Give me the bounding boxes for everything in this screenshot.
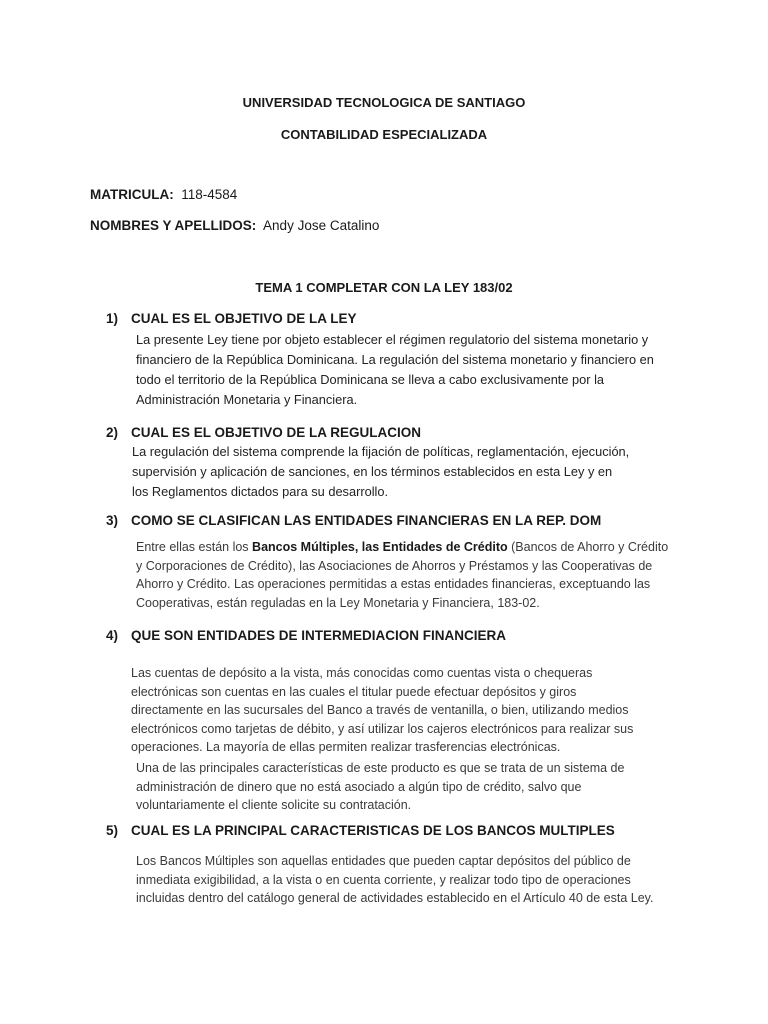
question-3-title: COMO SE CLASIFICAN LAS ENTIDADES FINANCIERAS EN LA REP. DOM [131, 513, 602, 528]
question-5-answer: Los Bancos Múltiples son aquellas entidades que pueden captar depósitos del público de inmediata exigibilidad, a la vista o en cuenta corriente, y realizar todo tipo de operaciones incluidas dentro del catálogo general de actividades establecido en el Artículo 40 de esta Ley. [136, 854, 654, 905]
question-4-answer: Las cuentas de depósito a la vista, más conocidas como cuentas vista o chequeras electrónicas son cuentas en las cuales el titular puede efectuar depósitos y giros directamente en las sucursales del Banco a través de ventanilla, o bien, utilizando medios electrónicos como tarjetas de débito, y así utilizar los cajeros electrónicos para realizar sus operaciones. La mayoría de ellas permiten realizar trasferencias electrónicas. [131, 666, 634, 754]
name-value: Andy Jose Catalino [263, 218, 380, 233]
question-3-answer-prefix: Entre ellas están los [136, 540, 253, 554]
question-5-title: CUAL ES LA PRINCIPAL CARACTERISTICAS DE LOS BANCOS MULTIPLES [131, 823, 615, 838]
name-line [90, 218, 379, 233]
topic-title: TEMA 1 COMPLETAR CON LA LEY 183/02 [255, 280, 513, 295]
question-4-number: 4) [106, 628, 119, 643]
question-4-answer-2: Una de las principales características de este producto es que se trata de un sistema de administración de dinero que no está asociado a algún tipo de crédito, salvo que voluntariamente el cliente solicite su contratación. [136, 761, 625, 812]
course-title: CONTABILIDAD ESPECIALIZADA [280, 127, 488, 142]
question-1-answer: La presente Ley tiene por objeto establecer el régimen regulatorio del sistema monetario y financiero de la República Dominicana. La regulación del sistema monetario y financiero en todo el territorio de la República Dominicana se lleva a cabo exclusivamente por la Administración Monetaria y Financiera. [136, 332, 654, 407]
question-4-heading [106, 628, 506, 643]
question-5-number: 5) [106, 823, 119, 838]
question-2-answer: La regulación del sistema comprende la fijación de políticas, reglamentación, ejecución, supervisión y aplicación de sanciones, en los términos establecidos en esta Ley y en los Reglamentos dictados para su desarrollo. [132, 444, 630, 499]
question-3-number: 3) [106, 513, 119, 528]
question-3-answer [136, 538, 676, 612]
question-4-title: QUE SON ENTIDADES DE INTERMEDIACION FINANCIERA [131, 628, 507, 643]
matricula-value: 118-4584 [181, 187, 238, 202]
question-5-heading [106, 823, 615, 838]
question-2-number: 2) [106, 425, 119, 440]
question-3-heading [106, 513, 601, 528]
question-1-number: 1) [106, 311, 119, 326]
question-1-heading [106, 311, 357, 326]
university-title: UNIVERSIDAD TECNOLOGICA DE SANTIAGO [242, 95, 526, 110]
question-3-answer-bold: Bancos Múltiples, las Entidades de Crédito [252, 540, 508, 554]
question-2-heading [106, 425, 421, 440]
name-label: NOMBRES Y APELLIDOS: [90, 218, 257, 233]
question-3-answer-rest: (Bancos de Ahorro y Crédito y Corporaciones de Crédito), las Asociaciones de Ahorros y Préstamos y las Cooperativas de Ahorro y Crédito. Las operaciones permitidas a estas entidades financieras, exceptuando las Cooperativas, están reguladas en la Ley Monetaria y Financiera, 183-02. [136, 540, 669, 610]
matricula-label: MATRICULA: [90, 187, 174, 202]
question-2-title: CUAL ES EL OBJETIVO DE LA REGULACION [131, 425, 422, 440]
matricula-line [90, 187, 237, 202]
question-1-title: CUAL ES EL OBJETIVO DE LA LEY [131, 311, 357, 326]
